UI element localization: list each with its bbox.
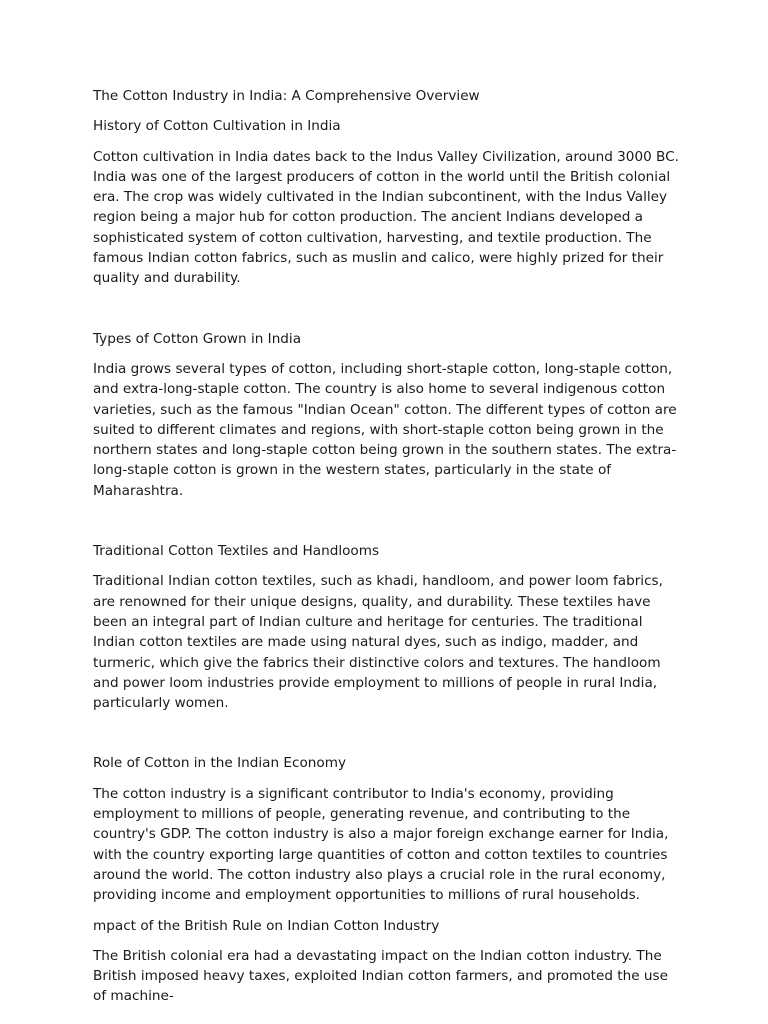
section-body-british-rule: The British colonial era had a devastating impact on the Indian cotton industry. The British imposed heavy taxes, exploited Indian cotton farmers, and promoted the use of machine-: [93, 947, 668, 1005]
section-body-types: India grows several types of cotton, including short-staple cotton, long-staple cotton, and extra-long-staple cotton. The country is also home to several indigenous cotton varieties, such as the famous "Indian Ocean" cotton. The different types of cotton are suited to different climates and regions, with short-staple cotton being grown in the northern states and long-staple cotton being grown in the southern states. The extra-long-staple cotton is grown in the western states, particularly in the state of Maharashtra.: [93, 360, 677, 499]
section-heading-history: History of Cotton Cultivation in India: [93, 118, 341, 135]
section-heading-british-rule: mpact of the British Rule on Indian Cotton Industry: [93, 917, 440, 934]
document-title: The Cotton Industry in India: A Comprehensive Overview: [93, 88, 480, 104]
document-page: [93, 86, 683, 1007]
section-heading-economy: Role of Cotton in the Indian Economy: [93, 755, 346, 772]
section-body-history: Cotton cultivation in India dates back to the Indus Valley Civilization, around 3000 BC. India was one of the largest producers of cotton in the world until the British colonial era. The crop was widely cultivated in the Indian subcontinent, with the Indus Valley region being a major hub for cotton production. The ancient Indians developed a sophisticated system of cotton cultivation, harvesting, and textile production. The famous Indian cotton fabrics, such as muslin and calico, were highly prized for their quality and durability.: [93, 148, 679, 287]
section-body-textiles: Traditional Indian cotton textiles, such as khadi, handloom, and power loom fabrics, are renowned for their unique designs, quality, and durability. These textiles have been an integral part of Indian culture and heritage for centuries. The traditional Indian cotton textiles are made using natural dyes, such as indigo, madder, and turmeric, which give the fabrics their distinctive colors and textures. The handloom and power loom industries provide employment to millions of people in rural India, particularly women.: [93, 573, 663, 712]
section-heading-textiles: Traditional Cotton Textiles and Handlooms: [93, 543, 380, 560]
section-body-economy: The cotton industry is a significant contributor to India's economy, providing employment to millions of people, generating revenue, and contributing to the country's GDP. The cotton industry is also a major foreign exchange earner for India, with the country exporting large quantities of cotton and cotton textiles to countries around the world. The cotton industry also plays a crucial role in the rural economy, providing income and employment opportunities to millions of rural households.: [93, 785, 669, 904]
section-heading-types: Types of Cotton Grown in India: [93, 330, 302, 347]
